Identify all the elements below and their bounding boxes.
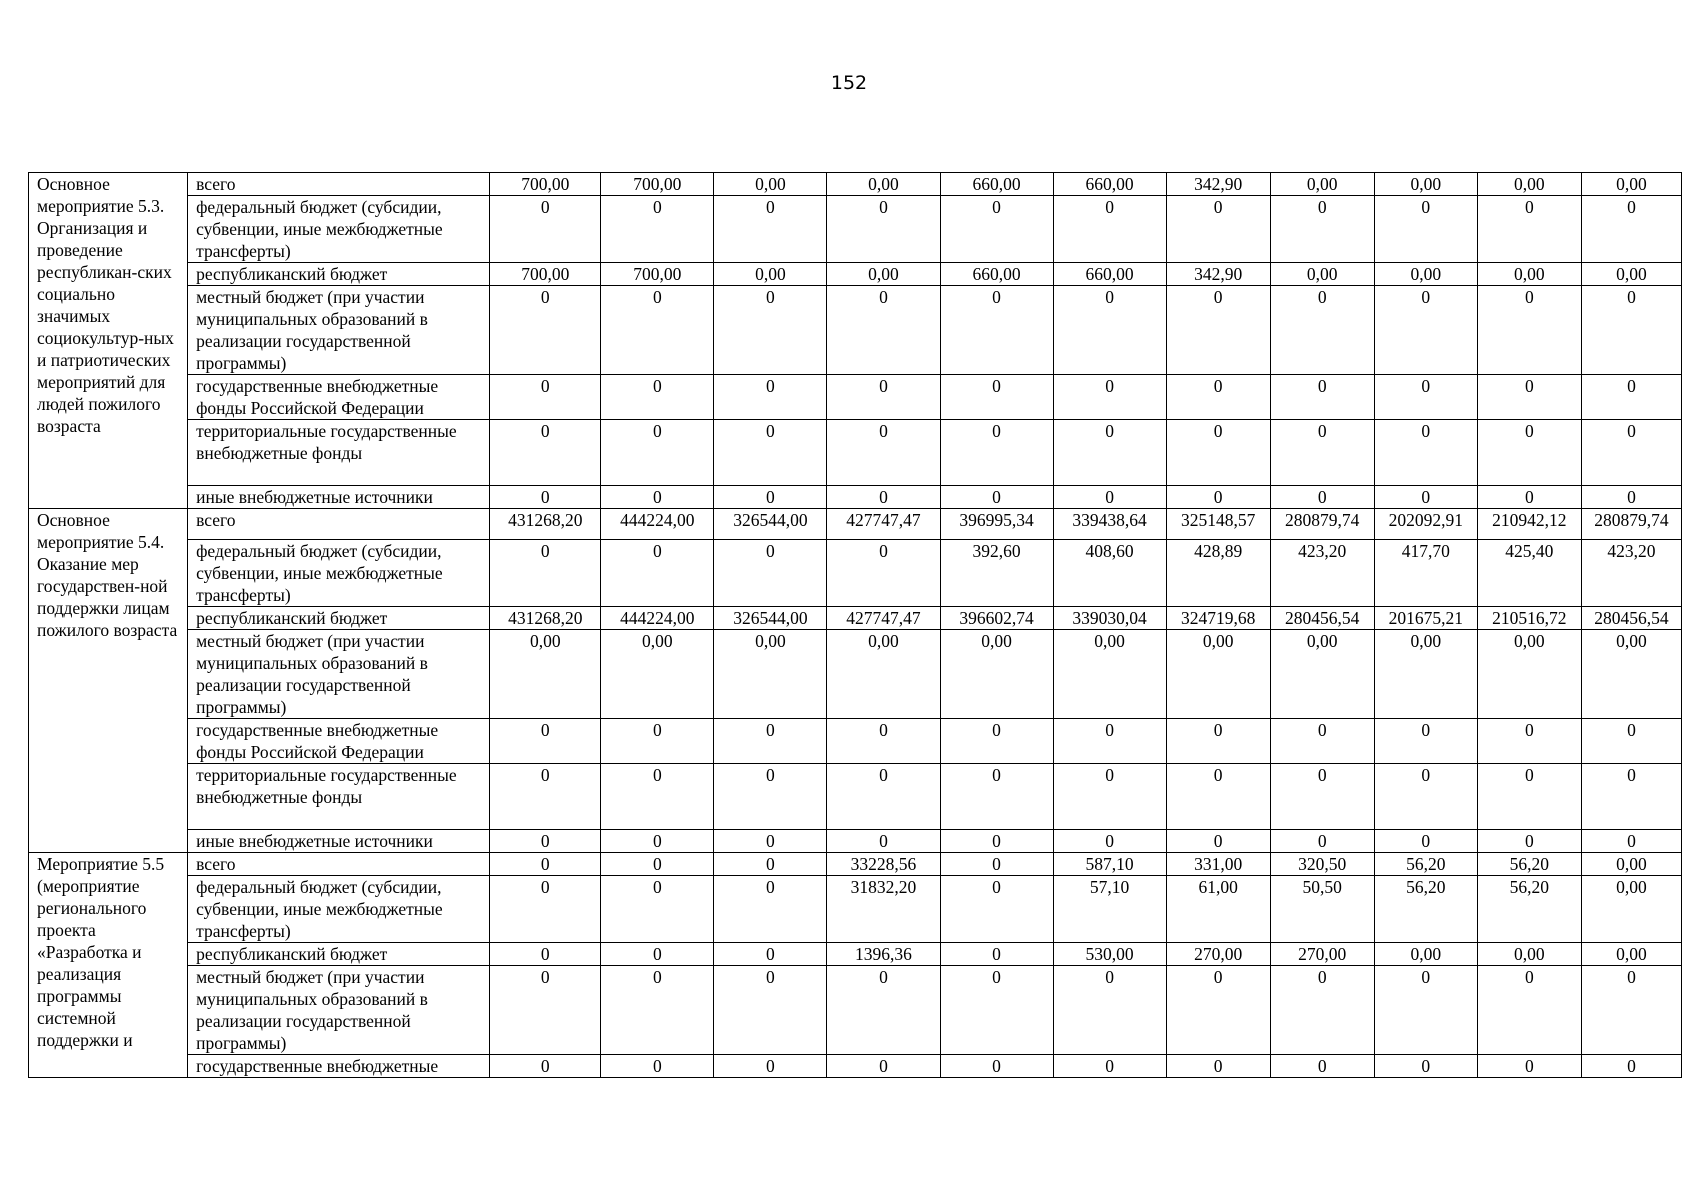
amount-cell: 0 [1270, 719, 1374, 764]
funding-source-cell: федеральный бюджет (субсидии, субвенции, иные межбюджетные трансферты) [188, 876, 490, 943]
amount-cell: 396995,34 [940, 509, 1053, 540]
amount-cell: 0 [490, 966, 601, 1055]
amount-cell: 0 [1166, 830, 1270, 853]
amount-cell: 0 [1053, 196, 1166, 263]
amount-cell: 56,20 [1374, 876, 1477, 943]
amount-cell: 0 [1581, 719, 1681, 764]
amount-cell: 0 [1477, 286, 1581, 375]
page-number: 152 [830, 72, 868, 94]
funding-source-cell: государственные внебюджетные фонды Российской Федерации [188, 375, 490, 420]
amount-cell: 0 [714, 420, 827, 486]
amount-cell: 0,00 [714, 263, 827, 286]
table-row [29, 420, 1682, 486]
amount-cell: 0 [827, 830, 940, 853]
amount-cell: 0,00 [1581, 263, 1681, 286]
amount-cell: 0,00 [1270, 173, 1374, 196]
amount-cell: 326544,00 [714, 607, 827, 630]
amount-cell: 342,90 [1166, 173, 1270, 196]
amount-cell: 0 [1581, 1055, 1681, 1078]
amount-cell: 700,00 [490, 263, 601, 286]
amount-cell: 0 [1053, 966, 1166, 1055]
amount-cell: 0 [1581, 486, 1681, 509]
amount-cell: 0 [1166, 719, 1270, 764]
amount-cell: 0 [1374, 1055, 1477, 1078]
table-row [29, 286, 1682, 375]
amount-cell: 423,20 [1270, 540, 1374, 607]
amount-cell: 700,00 [601, 263, 714, 286]
amount-cell: 0 [714, 540, 827, 607]
amount-cell: 0 [1053, 486, 1166, 509]
table-row [29, 966, 1682, 1055]
table-row [29, 853, 1682, 876]
amount-cell: 0,00 [1166, 630, 1270, 719]
amount-cell: 0 [1270, 966, 1374, 1055]
amount-cell: 0 [601, 1055, 714, 1078]
amount-cell: 0 [940, 853, 1053, 876]
funding-source-cell: территориальные государственные внебюджетные фонды [188, 420, 490, 486]
amount-cell: 57,10 [1053, 876, 1166, 943]
table-row [29, 719, 1682, 764]
budget-table [28, 172, 1682, 1078]
amount-cell: 660,00 [940, 263, 1053, 286]
amount-cell: 425,40 [1477, 540, 1581, 607]
amount-cell: 0 [1166, 486, 1270, 509]
amount-cell: 210516,72 [1477, 607, 1581, 630]
amount-cell: 50,50 [1270, 876, 1374, 943]
amount-cell: 0 [490, 286, 601, 375]
amount-cell: 0 [940, 764, 1053, 830]
amount-cell: 0 [940, 1055, 1053, 1078]
amount-cell: 0 [714, 375, 827, 420]
table-row [29, 486, 1682, 509]
amount-cell: 0 [1477, 375, 1581, 420]
amount-cell: 0 [1053, 375, 1166, 420]
amount-cell: 0 [940, 830, 1053, 853]
amount-cell: 0 [1166, 420, 1270, 486]
amount-cell: 280879,74 [1270, 509, 1374, 540]
funding-source-cell: федеральный бюджет (субсидии, субвенции, иные межбюджетные трансферты) [188, 196, 490, 263]
funding-source-cell: всего [188, 509, 490, 540]
amount-cell: 431268,20 [490, 607, 601, 630]
amount-cell: 0 [490, 719, 601, 764]
amount-cell: 0 [1374, 830, 1477, 853]
amount-cell: 0 [827, 286, 940, 375]
amount-cell: 0 [940, 486, 1053, 509]
amount-cell: 0,00 [714, 173, 827, 196]
amount-cell: 0 [1477, 719, 1581, 764]
amount-cell: 0 [940, 420, 1053, 486]
amount-cell: 0,00 [1581, 173, 1681, 196]
amount-cell: 0 [490, 853, 601, 876]
amount-cell: 0 [714, 719, 827, 764]
amount-cell: 408,60 [1053, 540, 1166, 607]
table-row [29, 375, 1682, 420]
amount-cell: 0 [1053, 420, 1166, 486]
amount-cell: 339030,04 [1053, 607, 1166, 630]
amount-cell: 0,00 [1477, 630, 1581, 719]
amount-cell: 0 [1581, 764, 1681, 830]
amount-cell: 0 [1270, 1055, 1374, 1078]
table-row [29, 173, 1682, 196]
amount-cell: 0,00 [827, 263, 940, 286]
amount-cell: 270,00 [1166, 943, 1270, 966]
amount-cell: 660,00 [1053, 173, 1166, 196]
table-row [29, 509, 1682, 540]
amount-cell: 31832,20 [827, 876, 940, 943]
amount-cell: 210942,12 [1477, 509, 1581, 540]
amount-cell: 0,00 [1053, 630, 1166, 719]
funding-source-cell: республиканский бюджет [188, 943, 490, 966]
amount-cell: 428,89 [1166, 540, 1270, 607]
amount-cell: 0 [1477, 420, 1581, 486]
table-row [29, 196, 1682, 263]
amount-cell: 280456,54 [1581, 607, 1681, 630]
amount-cell: 0 [1270, 764, 1374, 830]
funding-source-cell: всего [188, 853, 490, 876]
amount-cell: 0 [1581, 196, 1681, 263]
amount-cell: 280879,74 [1581, 509, 1681, 540]
amount-cell: 0,00 [1374, 173, 1477, 196]
amount-cell: 0 [1581, 375, 1681, 420]
amount-cell: 56,20 [1477, 876, 1581, 943]
amount-cell: 0,00 [1374, 630, 1477, 719]
amount-cell: 0 [601, 943, 714, 966]
amount-cell: 660,00 [1053, 263, 1166, 286]
amount-cell: 0 [1374, 286, 1477, 375]
amount-cell: 0 [940, 196, 1053, 263]
amount-cell: 0 [601, 286, 714, 375]
funding-source-cell: иные внебюджетные источники [188, 486, 490, 509]
amount-cell: 0 [940, 876, 1053, 943]
amount-cell: 0,00 [1581, 876, 1681, 943]
table-row [29, 764, 1682, 830]
amount-cell: 201675,21 [1374, 607, 1477, 630]
amount-cell: 1396,36 [827, 943, 940, 966]
amount-cell: 0 [827, 420, 940, 486]
funding-source-cell: иные внебюджетные источники [188, 830, 490, 853]
funding-source-cell: республиканский бюджет [188, 263, 490, 286]
table-row [29, 540, 1682, 607]
amount-cell: 0 [1053, 764, 1166, 830]
amount-cell: 0 [1477, 196, 1581, 263]
amount-cell: 700,00 [490, 173, 601, 196]
amount-cell: 0 [490, 943, 601, 966]
amount-cell: 0 [1374, 719, 1477, 764]
amount-cell: 0 [1053, 719, 1166, 764]
amount-cell: 0 [827, 764, 940, 830]
amount-cell: 0 [940, 943, 1053, 966]
amount-cell: 0 [940, 375, 1053, 420]
amount-cell: 0 [827, 540, 940, 607]
funding-source-cell: республиканский бюджет [188, 607, 490, 630]
amount-cell: 0 [1477, 830, 1581, 853]
amount-cell: 0,00 [601, 630, 714, 719]
amount-cell: 0,00 [1374, 263, 1477, 286]
amount-cell: 0 [714, 853, 827, 876]
amount-cell: 0 [1166, 966, 1270, 1055]
amount-cell: 0 [490, 420, 601, 486]
table-row [29, 876, 1682, 943]
amount-cell: 0 [1374, 375, 1477, 420]
funding-source-cell: государственные внебюджетные фонды Российской Федерации [188, 719, 490, 764]
amount-cell: 0 [1270, 196, 1374, 263]
amount-cell: 339438,64 [1053, 509, 1166, 540]
table-row [29, 943, 1682, 966]
amount-cell: 0 [601, 719, 714, 764]
amount-cell: 0 [1270, 486, 1374, 509]
amount-cell: 0 [1270, 420, 1374, 486]
amount-cell: 0 [1477, 486, 1581, 509]
table-row [29, 630, 1682, 719]
amount-cell: 0 [827, 966, 940, 1055]
amount-cell: 0 [1581, 966, 1681, 1055]
amount-cell: 0 [601, 764, 714, 830]
amount-cell: 0 [601, 853, 714, 876]
amount-cell: 0 [1166, 375, 1270, 420]
amount-cell: 0,00 [1374, 943, 1477, 966]
amount-cell: 0 [1581, 420, 1681, 486]
amount-cell: 0 [490, 830, 601, 853]
amount-cell: 0,00 [1270, 630, 1374, 719]
amount-cell: 342,90 [1166, 263, 1270, 286]
amount-cell: 0 [827, 1055, 940, 1078]
amount-cell: 0 [1270, 830, 1374, 853]
amount-cell: 0 [1270, 375, 1374, 420]
amount-cell: 0 [827, 719, 940, 764]
amount-cell: 0,00 [1477, 943, 1581, 966]
amount-cell: 0 [1374, 966, 1477, 1055]
amount-cell: 0,00 [1477, 173, 1581, 196]
amount-cell: 0 [601, 420, 714, 486]
amount-cell: 0 [1166, 286, 1270, 375]
amount-cell: 0 [490, 876, 601, 943]
amount-cell: 587,10 [1053, 853, 1166, 876]
funding-source-cell: местный бюджет (при участии муниципальных образований в реализации государственной программы) [188, 286, 490, 375]
amount-cell: 0,00 [1477, 263, 1581, 286]
amount-cell: 320,50 [1270, 853, 1374, 876]
amount-cell: 0 [601, 966, 714, 1055]
funding-source-cell: государственные внебюджетные [188, 1055, 490, 1078]
funding-source-cell: местный бюджет (при участии муниципальных образований в реализации государственной программы) [188, 630, 490, 719]
amount-cell: 0 [714, 876, 827, 943]
measure-title-cell: Мероприятие 5.5 (мероприятие регионального проекта «Разработка и реализация программы системной поддержки и [29, 853, 188, 1078]
amount-cell: 0 [714, 486, 827, 509]
amount-cell: 530,00 [1053, 943, 1166, 966]
amount-cell: 0 [601, 486, 714, 509]
amount-cell: 0 [601, 876, 714, 943]
amount-cell: 0,00 [714, 630, 827, 719]
amount-cell: 0 [940, 286, 1053, 375]
amount-cell: 0 [940, 719, 1053, 764]
amount-cell: 0 [714, 764, 827, 830]
amount-cell: 0 [1166, 764, 1270, 830]
amount-cell: 325148,57 [1166, 509, 1270, 540]
amount-cell: 444224,00 [601, 607, 714, 630]
amount-cell: 33228,56 [827, 853, 940, 876]
amount-cell: 326544,00 [714, 509, 827, 540]
amount-cell: 0,00 [1581, 630, 1681, 719]
amount-cell: 0 [827, 486, 940, 509]
amount-cell: 0 [490, 764, 601, 830]
amount-cell: 0 [601, 540, 714, 607]
amount-cell: 56,20 [1374, 853, 1477, 876]
amount-cell: 423,20 [1581, 540, 1681, 607]
amount-cell: 0 [1166, 1055, 1270, 1078]
amount-cell: 270,00 [1270, 943, 1374, 966]
funding-source-cell: федеральный бюджет (субсидии, субвенции, иные межбюджетные трансферты) [188, 540, 490, 607]
amount-cell: 427747,47 [827, 607, 940, 630]
measure-title-cell: Основное мероприятие 5.4. Оказание мер государствен-ной поддержки лицам пожилого возраста [29, 509, 188, 853]
amount-cell: 331,00 [1166, 853, 1270, 876]
table-row [29, 263, 1682, 286]
amount-cell: 0 [1581, 830, 1681, 853]
amount-cell: 0 [714, 943, 827, 966]
amount-cell: 0,00 [1581, 853, 1681, 876]
table-row [29, 607, 1682, 630]
amount-cell: 0 [714, 966, 827, 1055]
amount-cell: 0,00 [940, 630, 1053, 719]
amount-cell: 417,70 [1374, 540, 1477, 607]
amount-cell: 660,00 [940, 173, 1053, 196]
amount-cell: 0,00 [1270, 263, 1374, 286]
amount-cell: 0 [1374, 420, 1477, 486]
table-row [29, 1055, 1682, 1078]
amount-cell: 0 [601, 196, 714, 263]
amount-cell: 280456,54 [1270, 607, 1374, 630]
amount-cell: 0 [714, 196, 827, 263]
amount-cell: 700,00 [601, 173, 714, 196]
funding-source-cell: всего [188, 173, 490, 196]
amount-cell: 0,00 [827, 630, 940, 719]
measure-title-cell: Основное мероприятие 5.3. Организация и проведение республикан-ских социально значимых социокультур-ных и патриотических мероприятий для людей пожилого возраста [29, 173, 188, 509]
amount-cell: 0 [1477, 966, 1581, 1055]
amount-cell: 0 [1053, 286, 1166, 375]
amount-cell: 0 [1166, 196, 1270, 263]
amount-cell: 0 [1374, 764, 1477, 830]
amount-cell: 0 [1477, 1055, 1581, 1078]
amount-cell: 0 [490, 375, 601, 420]
amount-cell: 0 [714, 286, 827, 375]
amount-cell: 0 [827, 196, 940, 263]
amount-cell: 0 [714, 830, 827, 853]
amount-cell: 0,00 [827, 173, 940, 196]
table-row [29, 830, 1682, 853]
amount-cell: 0 [490, 196, 601, 263]
amount-cell: 431268,20 [490, 509, 601, 540]
amount-cell: 0 [1270, 286, 1374, 375]
amount-cell: 0 [714, 1055, 827, 1078]
amount-cell: 0 [601, 375, 714, 420]
amount-cell: 0 [490, 1055, 601, 1078]
amount-cell: 444224,00 [601, 509, 714, 540]
amount-cell: 0 [490, 486, 601, 509]
amount-cell: 0 [940, 966, 1053, 1055]
amount-cell: 0 [1374, 196, 1477, 263]
amount-cell: 324719,68 [1166, 607, 1270, 630]
amount-cell: 0 [1477, 764, 1581, 830]
amount-cell: 396602,74 [940, 607, 1053, 630]
amount-cell: 0,00 [490, 630, 601, 719]
amount-cell: 202092,91 [1374, 509, 1477, 540]
amount-cell: 0 [1581, 286, 1681, 375]
funding-source-cell: местный бюджет (при участии муниципальных образований в реализации государственной программы) [188, 966, 490, 1055]
amount-cell: 61,00 [1166, 876, 1270, 943]
funding-source-cell: территориальные государственные внебюджетные фонды [188, 764, 490, 830]
amount-cell: 392,60 [940, 540, 1053, 607]
amount-cell: 427747,47 [827, 509, 940, 540]
amount-cell: 0 [601, 830, 714, 853]
amount-cell: 0,00 [1581, 943, 1681, 966]
amount-cell: 0 [1053, 1055, 1166, 1078]
amount-cell: 0 [490, 540, 601, 607]
amount-cell: 56,20 [1477, 853, 1581, 876]
amount-cell: 0 [827, 375, 940, 420]
amount-cell: 0 [1053, 830, 1166, 853]
amount-cell: 0 [1374, 486, 1477, 509]
